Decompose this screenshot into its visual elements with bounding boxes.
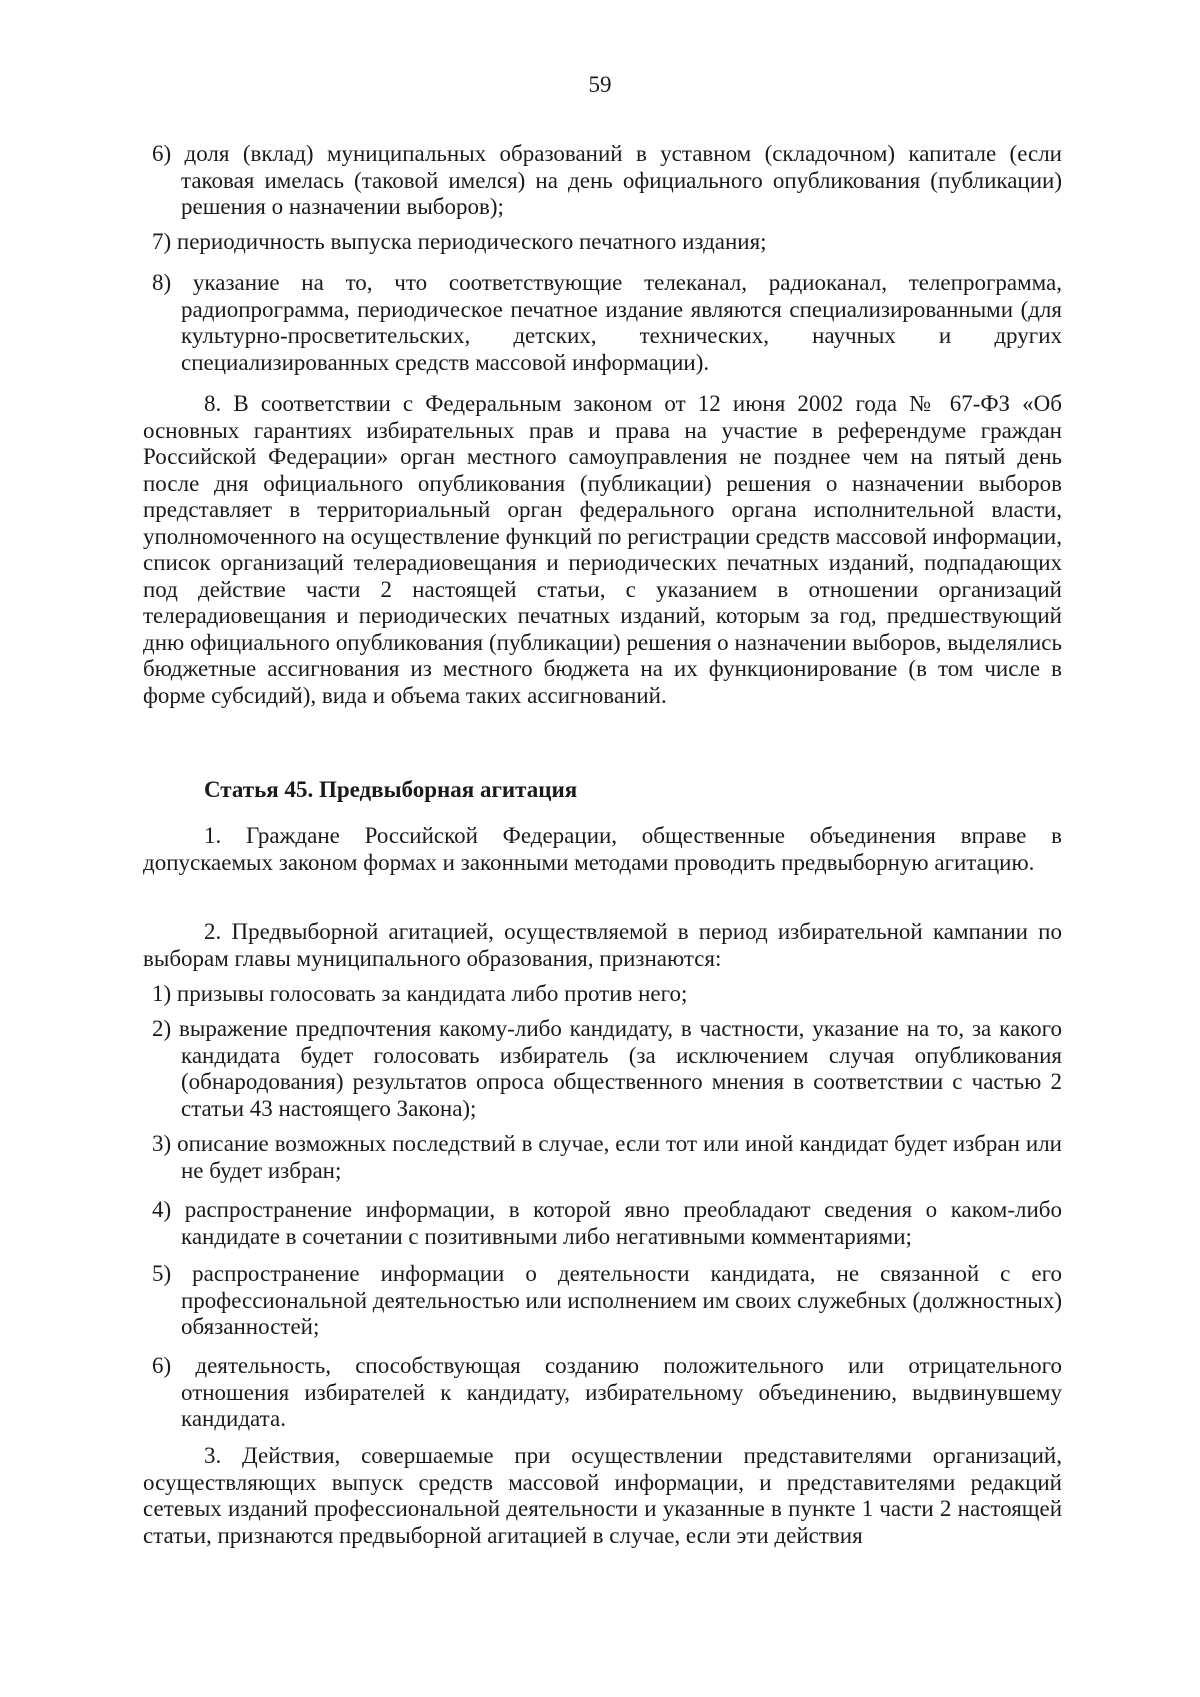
article-item-5: 5) распространение информации о деятельности кандидата, не связанной с его профессиональной деятельностью или исполнением им своих служебных (должностных) обязанностей; [152, 1261, 1063, 1339]
article-item-4: 4) распространение информации, в которой явно преобладают сведения о каком-либо кандидате в сочетании с позитивными либо негативными комментариями; [152, 1197, 1062, 1249]
article-heading: Статья 45. Предвыборная агитация [204, 777, 578, 802]
paragraph-8: 8. В соответствии с Федеральным законом от 12 июня 2002 года № 67-ФЗ «Об основных гарантиях избирательных прав и права на участие в референдуме граждан Российской Федерации» орган местного самоуправления не позднее чем на пятый день после дня официального опубликования (публикации) решения о назначении выборов представляет в территориальный орган федерального органа исполнительной власти, уполномоченного на осуществление функций по регистрации средств массовой информации, список организаций телерадиовещания и периодических печатных изданий, подпадающих под действие части 2 настоящей статьи, с указанием в отношении организаций телерадиовещания и периодических печатных изданий, которым за год, предшествующий дню официального опубликования (публикации) решения о назначении выборов, выделялись бюджетные ассигнования из местного бюджета на их функционирование (в том числе в форме субсидий), вида и объема таких ассигнований. [143, 391, 1062, 708]
article-item-6: 6) деятельность, способствующая созданию положительного или отрицательного отношения избирателей к кандидату, избирательному объединению, выдвинувшему кандидата. [152, 1353, 1062, 1431]
page-number: 59 [588, 72, 612, 97]
article-item-2: 2) выражение предпочтения какому-либо кандидату, в частности, указание на то, за какого кандидата будет голосовать избиратель (за исключением случая опубликования (обнародования) результатов опроса общественного мнения в соответствии с частью 2 статьи 43 настоящего Закона); [152, 1016, 1062, 1121]
article-item-1: 1) призывы голосовать за кандидата либо против него; [152, 981, 688, 1006]
list-item-7-periodicity: 7) периодичность выпуска периодического печатного издания; [152, 229, 767, 254]
article-item-3: 3) описание возможных последствий в случае, если тот или иной кандидат будет избран или не будет избран; [152, 1131, 1062, 1183]
article-paragraph-2: 2. Предвыборной агитацией, осуществляемой в период избирательной кампании по выборам главы муниципального образования, признаются: [143, 919, 1062, 971]
article-paragraph-1: 1. Граждане Российской Федерации, общественные объединения вправе в допускаемых законом формах и законными методами проводить предвыборную агитацию. [143, 823, 1062, 875]
list-item-6-share: 6) доля (вклад) муниципальных образований в уставном (складочном) капитале (если таковая имелась (таковой имелся) на день официального опубликования (публикации) решения о назначении выборов); [152, 141, 1062, 219]
list-item-8-specialization: 8) указание на то, что соответствующие телеканал, радиоканал, телепрограмма, радиопрограмма, периодическое печатное издание являются специализированными (для культурно-просветительских, детских, технических, научных и других специализированных средств массовой информации). [152, 270, 1062, 375]
article-paragraph-3: 3. Действия, совершаемые при осуществлении представителями организаций, осуществляющих выпуск средств массовой информации, и представителями редакций сетевых изданий профессиональной деятельности и указанные в пункте 1 части 2 настоящей статьи, признаются предвыборной агитацией в случае, если эти действия [143, 1443, 1062, 1548]
